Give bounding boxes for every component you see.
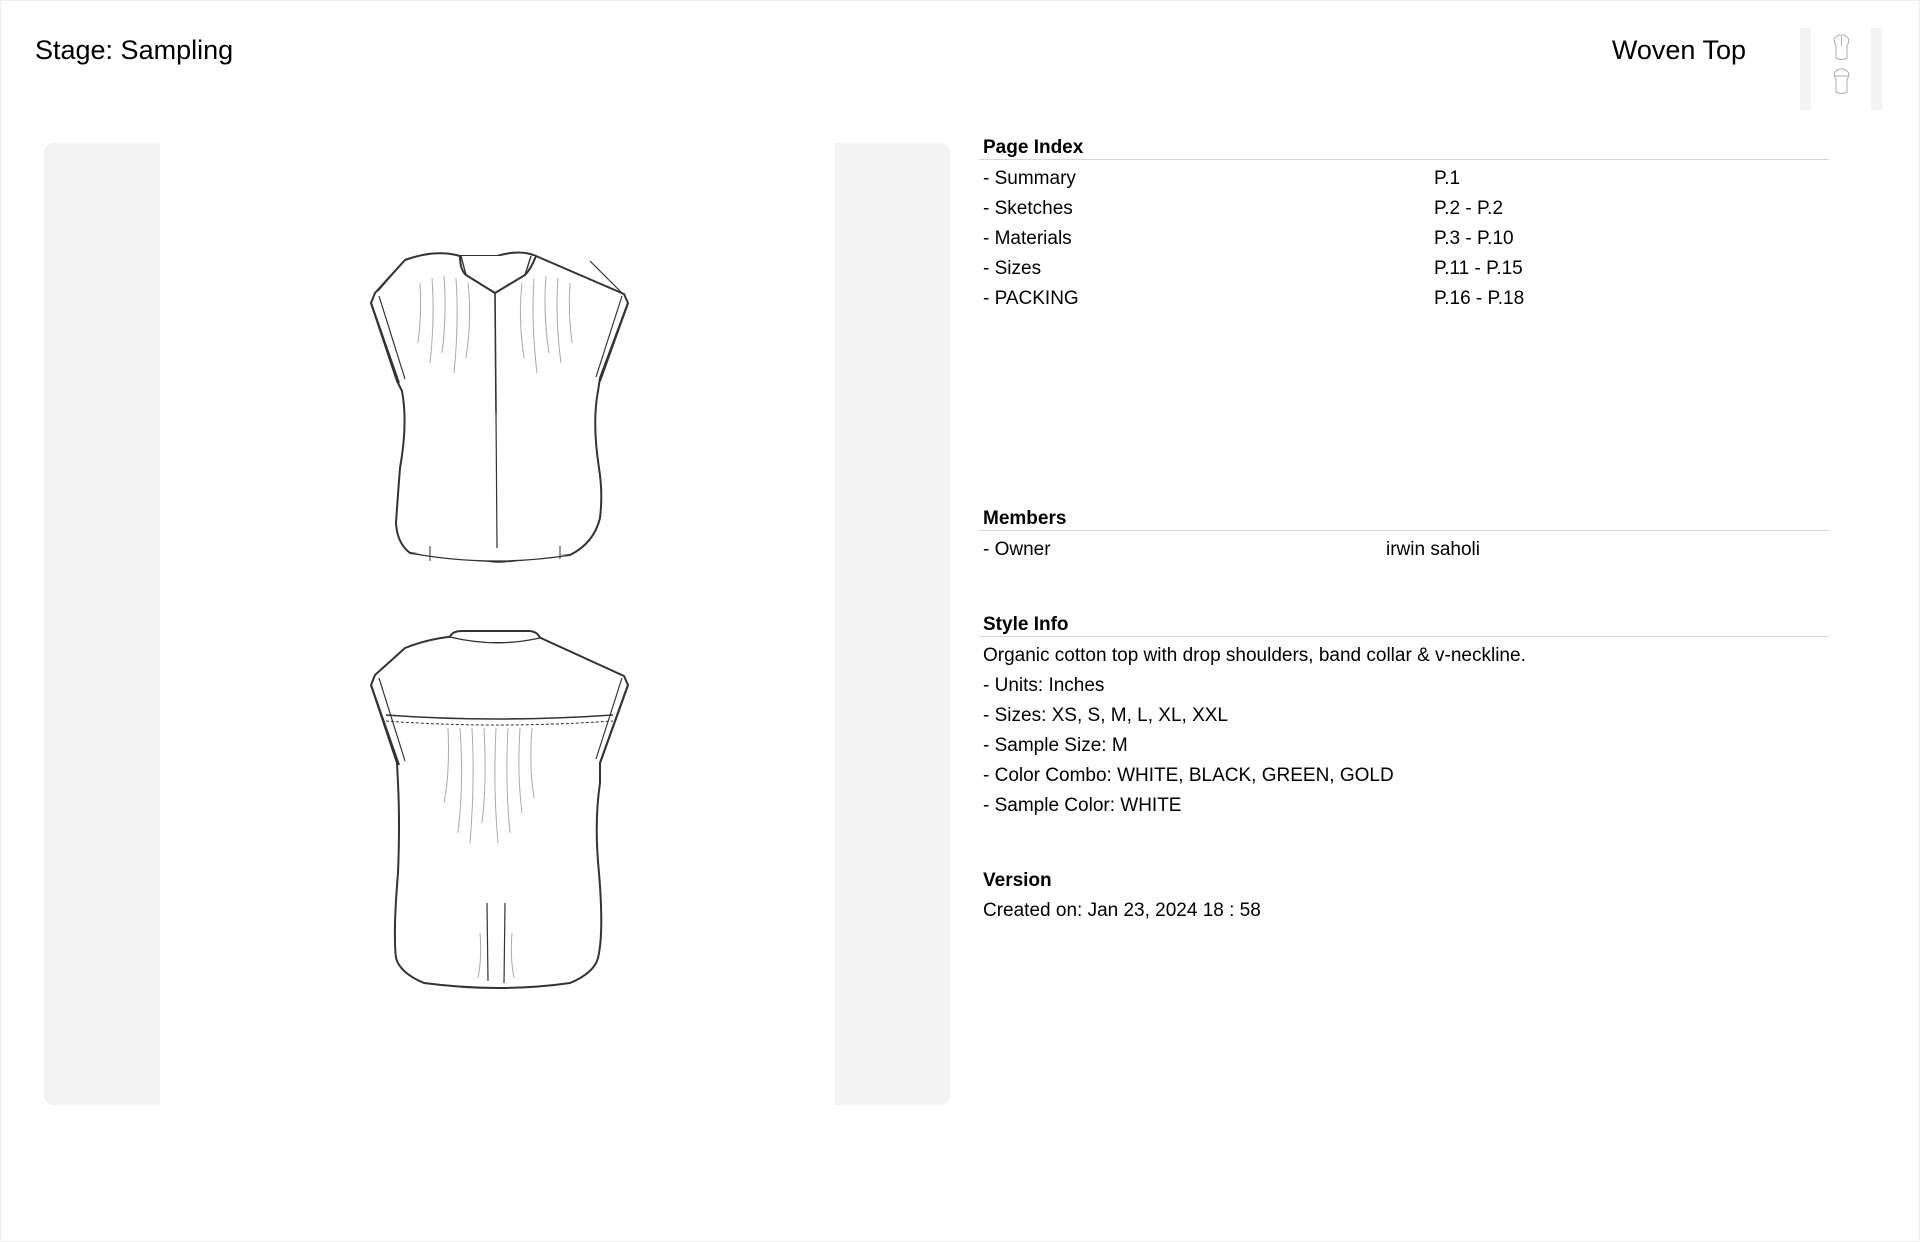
index-label: - Sizes (983, 258, 1042, 279)
style-info-section (979, 614, 1829, 821)
garment-thumbnail-icon (1800, 28, 1882, 110)
sketch-panel (44, 143, 950, 1105)
style-info-title: Style Info (979, 614, 1829, 637)
version-section (979, 870, 1829, 926)
back-view-sketch (371, 631, 628, 988)
members-title: Members (979, 508, 1829, 531)
front-view-sketch (371, 253, 628, 562)
sketch-canvas (160, 143, 835, 1105)
index-label: - Summary (983, 168, 1076, 189)
index-label: - Sketches (983, 198, 1073, 219)
version-title: Version (983, 870, 1052, 891)
index-label: - Materials (983, 228, 1072, 249)
member-row-owner (979, 535, 1829, 565)
index-pages: P.2 - P.2 (1434, 198, 1504, 219)
page-index-title: Page Index (979, 137, 1829, 160)
style-description: Organic cotton top with drop shoulders, band collar & v-neckline. (983, 645, 1526, 666)
style-color-combo: - Color Combo: WHITE, BLACK, GREEN, GOLD (983, 765, 1394, 786)
member-role: - Owner (983, 539, 1051, 560)
style-sample-color: - Sample Color: WHITE (983, 795, 1182, 816)
stage-label: Stage: Sampling (35, 35, 234, 65)
style-units: - Units: Inches (983, 675, 1105, 696)
style-sizes: - Sizes: XS, S, M, L, XL, XXL (983, 705, 1228, 726)
index-row-sizes[interactable] (979, 254, 1829, 284)
index-pages: P.1 (1434, 168, 1461, 189)
version-created: Created on: Jan 23, 2024 18 : 58 (983, 900, 1261, 921)
index-row-materials[interactable] (979, 224, 1829, 254)
index-row-sketches[interactable] (979, 194, 1829, 224)
index-pages: P.16 - P.18 (1434, 288, 1525, 309)
page-index-section (979, 137, 1829, 314)
members-section (979, 508, 1829, 565)
member-name: irwin saholi (1386, 539, 1480, 560)
index-pages: P.11 - P.15 (1434, 258, 1523, 279)
index-row-summary[interactable] (979, 164, 1829, 194)
style-name: Woven Top (1611, 35, 1746, 65)
index-label: - PACKING (983, 288, 1079, 309)
index-row-packing[interactable] (979, 284, 1829, 314)
style-sample-size: - Sample Size: M (983, 735, 1128, 756)
style-thumbnail[interactable] (1800, 28, 1882, 110)
index-pages: P.3 - P.10 (1434, 228, 1514, 249)
